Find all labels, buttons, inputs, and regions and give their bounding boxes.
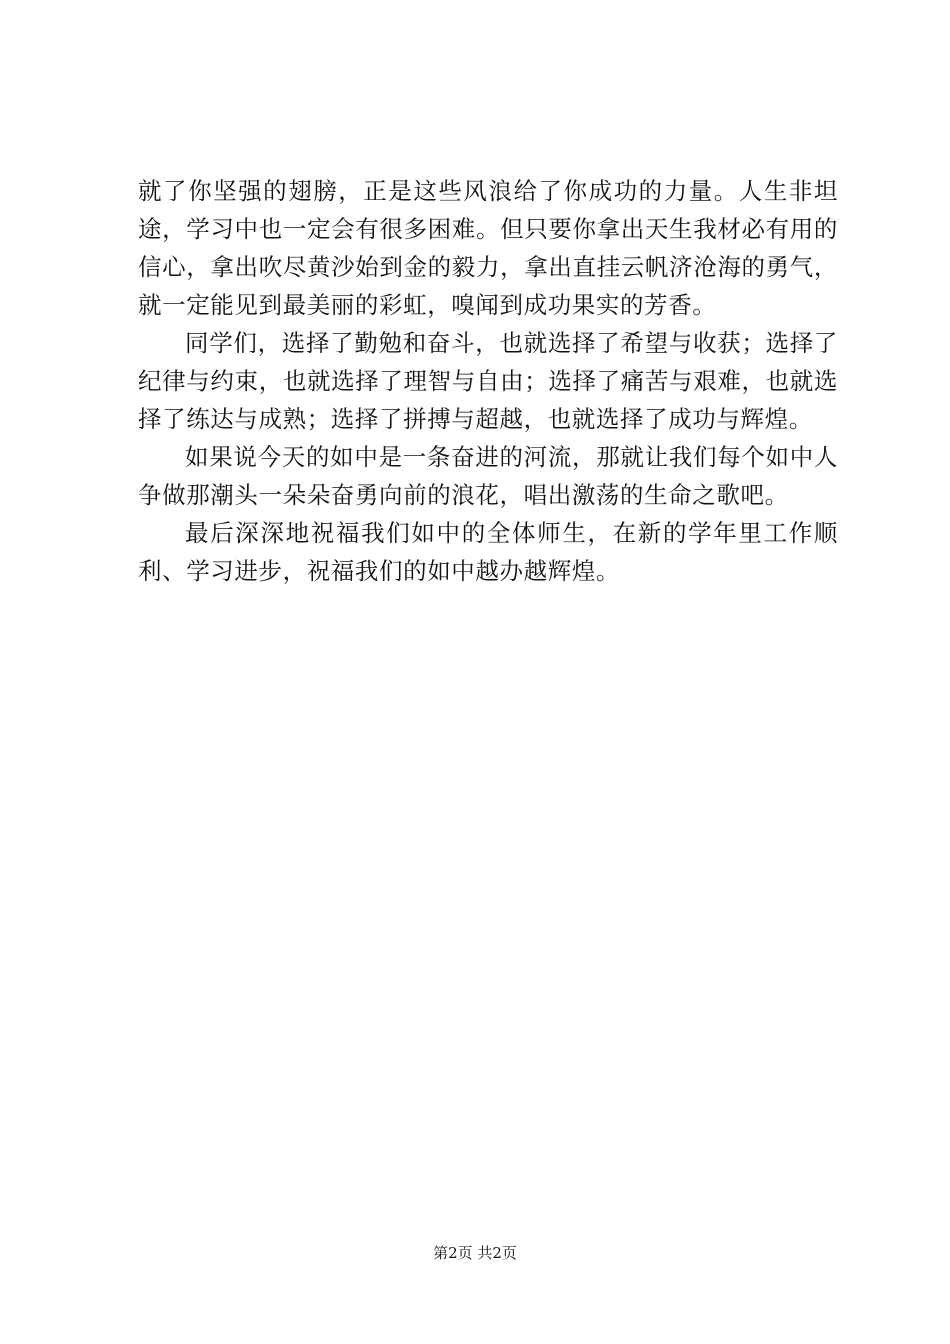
document-body — [138, 172, 838, 590]
page-number-footer: 第2页 共2页 — [433, 1244, 517, 1262]
paragraph-blessing: 最后深深地祝福我们如中的全体师生，在新的学年里工作顺利、学习进步，祝福我们的如中越办越辉煌。 — [138, 519, 838, 585]
paragraph-river: 如果说今天的如中是一条奋进的河流，那就让我们每个如中人争做那潮头一朵朵奋勇向前的浪花，唱出激荡的生命之歌吧。 — [138, 443, 838, 509]
paragraph-continuation: 就了你坚强的翅膀，正是这些风浪给了你成功的力量。人生非坦途，学习中也一定会有很多困难。但只要你拿出天生我材必有用的信心，拿出吹尽黄沙始到金的毅力，拿出直挂云帆济沧海的勇气，就一定能见到最美丽的彩虹，嗅闻到成功果实的芳香。 — [138, 177, 838, 319]
paragraph-choices: 同学们，选择了勤勉和奋斗，也就选择了希望与收获；选择了纪律与约束，也就选择了理智与自由；选择了痛苦与艰难，也就选择了练达与成熟；选择了拼搏与超越，也就选择了成功与辉煌。 — [138, 329, 838, 433]
